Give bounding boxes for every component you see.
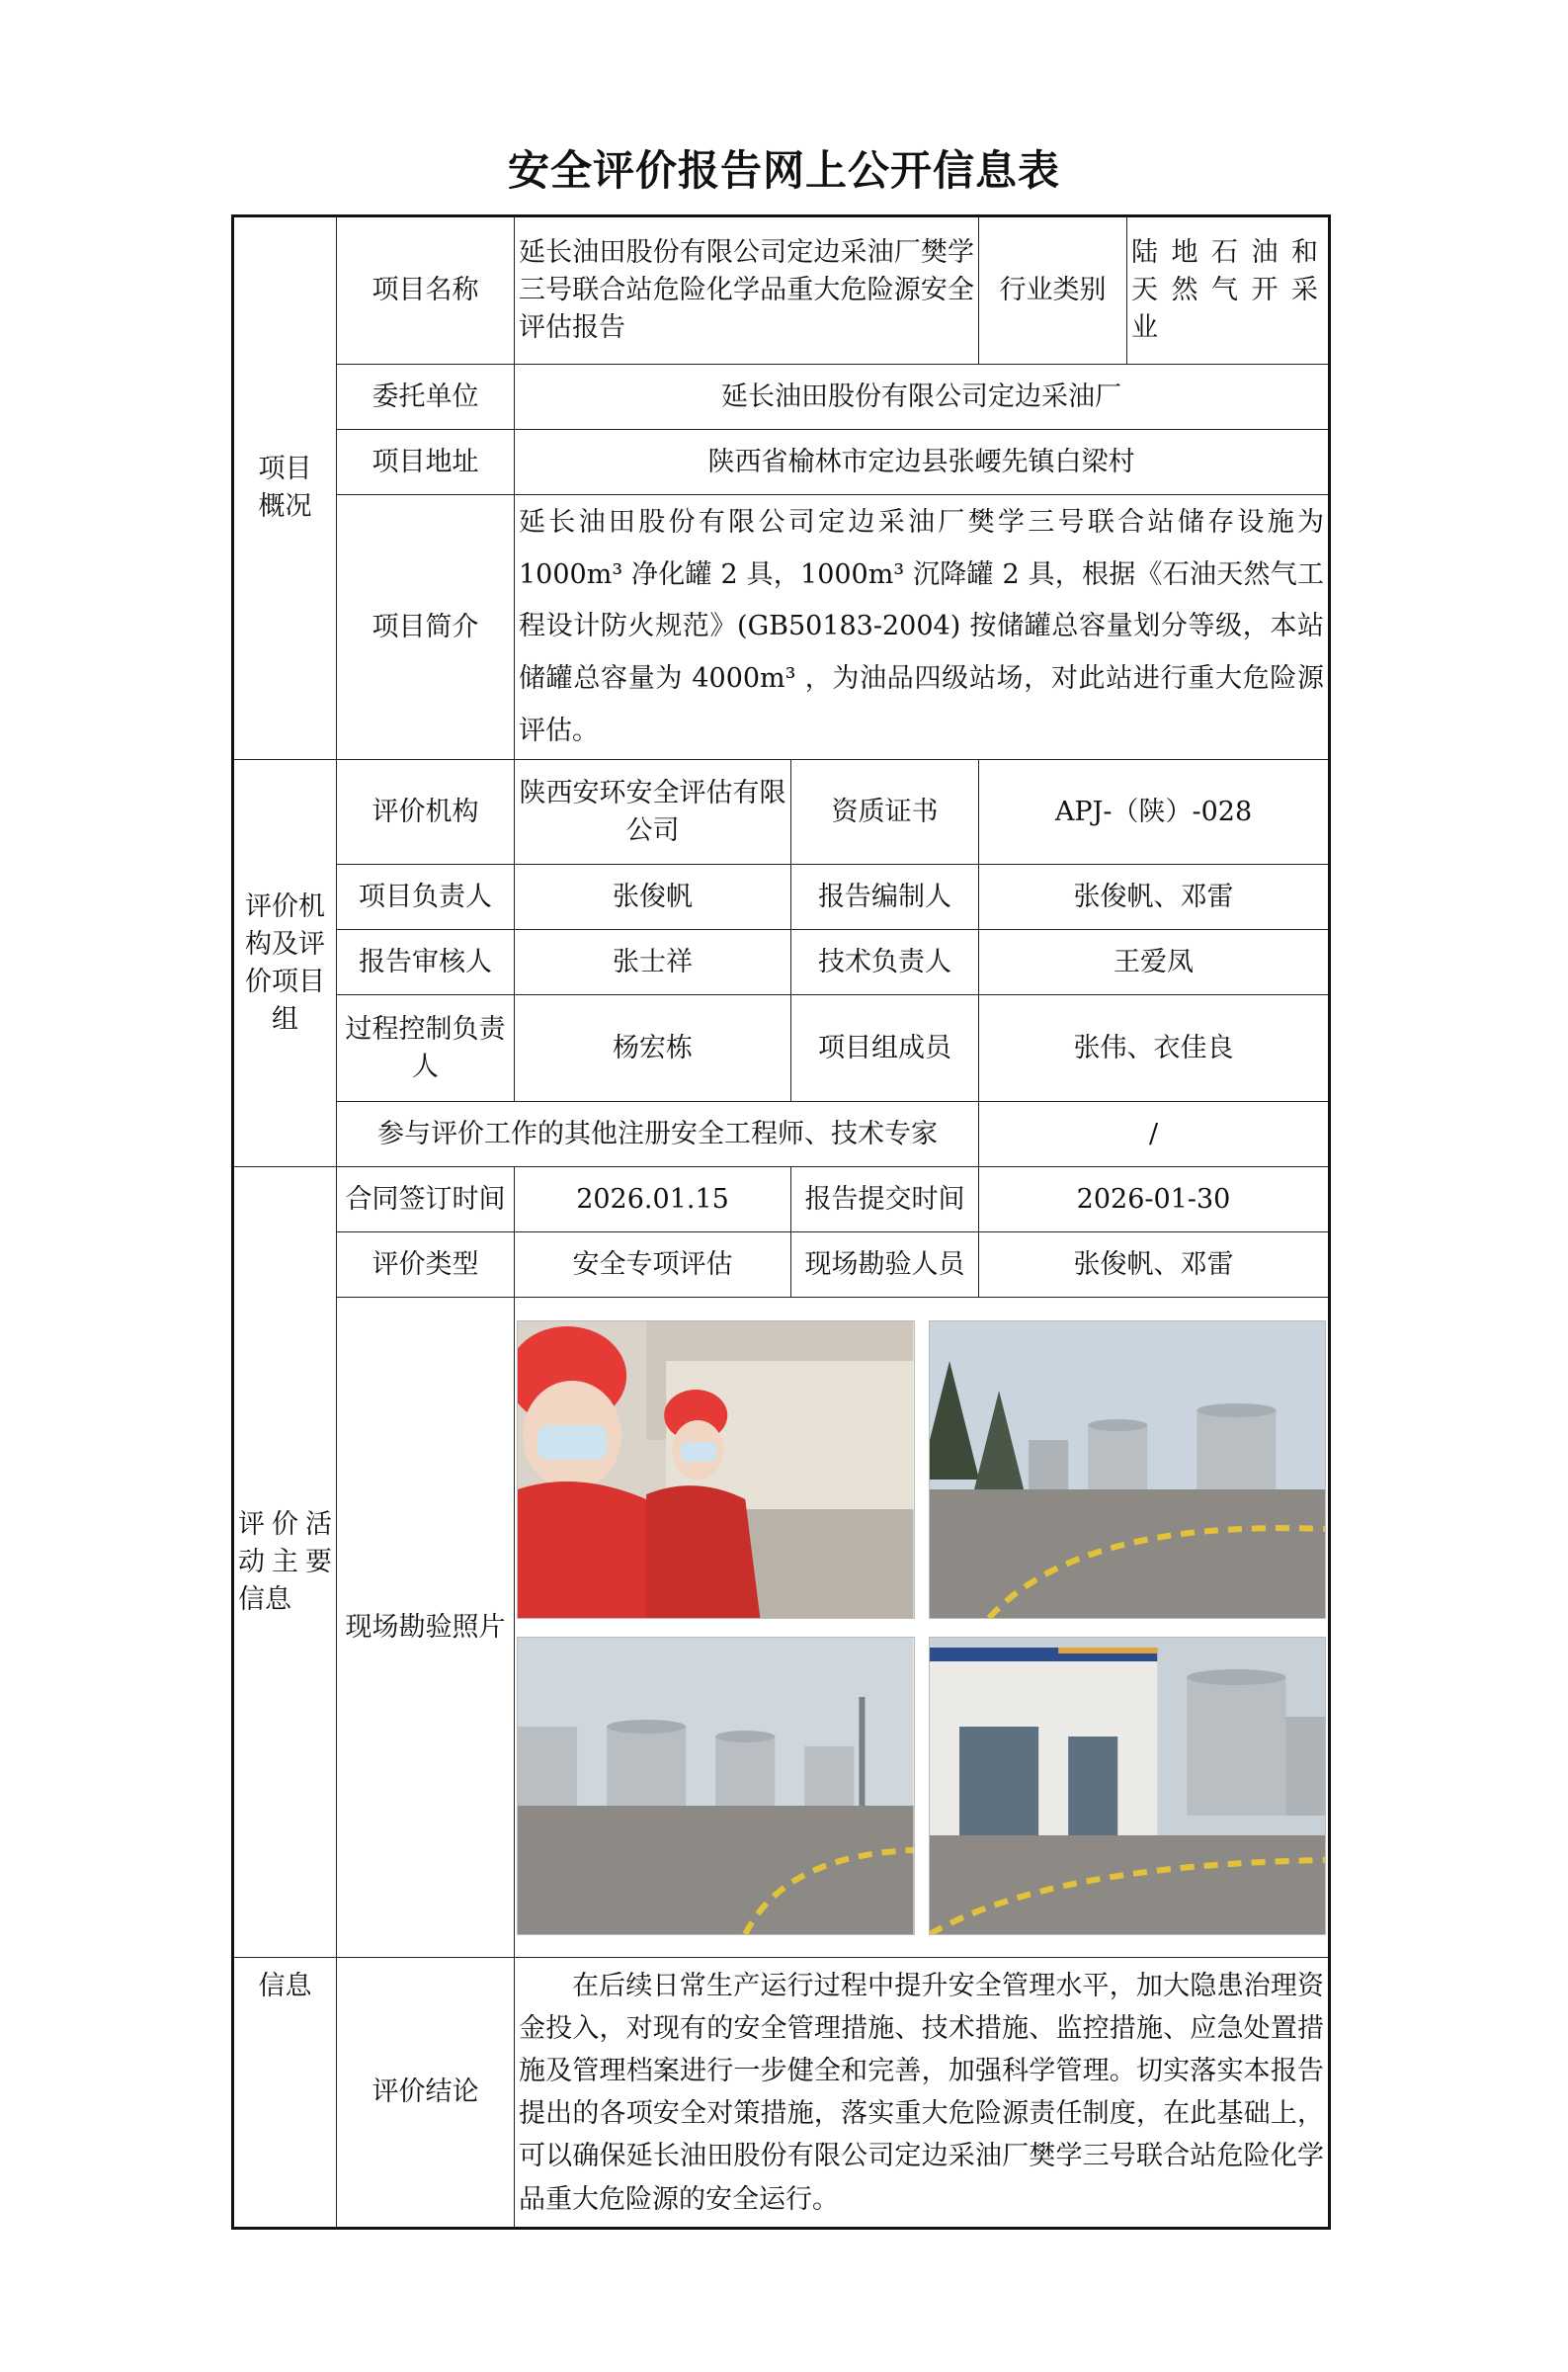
surveyors-value: 张俊帆、邓雷 [979, 1232, 1330, 1298]
section-label: 项目 概况 [258, 454, 312, 523]
type-value: 安全专项评估 [515, 1232, 791, 1298]
section-eval-activity [233, 1167, 337, 1958]
project-name-label: 项目名称 [337, 216, 515, 365]
client-label: 委托单位 [337, 365, 515, 430]
address-label: 项目地址 [337, 430, 515, 495]
contract-label: 合同签订时间 [337, 1167, 515, 1232]
site-photo-building [929, 1637, 1327, 1935]
client-value: 延长油田股份有限公司定边采油厂 [515, 365, 1330, 430]
others-value: / [979, 1102, 1330, 1167]
process-label: 过程控制负责人 [337, 995, 515, 1102]
writer-value: 张俊帆、邓雷 [979, 865, 1330, 930]
reviewer-value: 张士祥 [515, 930, 791, 995]
others-label: 参与评价工作的其他注册安全工程师、技术专家 [337, 1102, 979, 1167]
photos-label: 现场勘验照片 [337, 1298, 515, 1958]
conclusion-value: 在后续日常生产运行过程中提升安全管理水平，加大隐患治理资金投入，对现有的安全管理措施、技术措施、监控措施、应急处置措施及管理档案进行一步健全和完善，加强科学管理。切实落实本报告提出的各项安全对策措施，落实重大危险源责任制度，在此基础上，可以确保延长油田股份有限公司定边采油厂樊学三号联合站危险化学品重大危险源的安全运行。 [515, 1958, 1330, 2229]
contract-value: 2026.01.15 [515, 1167, 791, 1232]
tech-label: 技术负责人 [791, 930, 979, 995]
conclusion-label: 评价结论 [337, 1958, 515, 2229]
intro-value: 延长油田股份有限公司定边采油厂樊学三号联合站储存设施为1000m³ 净化罐 2 具，1000m³ 沉降罐 2 具，根据《石油天然气工程设计防火规范》(GB50183-2004) 按储罐总容量划分等级，本站储罐总容量为 4000m³ ，为油品四级站场，对此站进行重大危险源评估。 [515, 495, 1330, 760]
industry-value: 陆地石油和天然气开采业 [1127, 216, 1330, 365]
section-label: 信息 [258, 1971, 312, 2002]
leader-label: 项目负责人 [337, 865, 515, 930]
section-label: 评价活动主要信息 [238, 1509, 332, 1615]
reviewer-label: 报告审核人 [337, 930, 515, 995]
site-photo-selfie [517, 1320, 915, 1619]
section-info [233, 1958, 337, 2229]
submit-label: 报告提交时间 [791, 1167, 979, 1232]
photos-cell [515, 1298, 1330, 1958]
org-value: 陕西安环安全评估有限公司 [515, 760, 791, 865]
members-label: 项目组成员 [791, 995, 979, 1102]
submit-value: 2026-01-30 [979, 1167, 1330, 1232]
surveyors-label: 现场勘验人员 [791, 1232, 979, 1298]
process-value: 杨宏栋 [515, 995, 791, 1102]
tech-value: 王爱凤 [979, 930, 1330, 995]
project-name-value: 延长油田股份有限公司定边采油厂樊学三号联合站危险化学品重大危险源安全评估报告 [515, 216, 979, 365]
info-table [231, 214, 1331, 2230]
site-photo-tanks-2 [517, 1637, 915, 1935]
intro-label: 项目简介 [337, 495, 515, 760]
members-value: 张伟、衣佳良 [979, 995, 1330, 1102]
section-eval-org [233, 760, 337, 1167]
org-label: 评价机构 [337, 760, 515, 865]
site-photo-tanks-1 [929, 1320, 1327, 1619]
section-label: 评价机构及评价项目组 [245, 891, 325, 1035]
industry-label: 行业类别 [979, 216, 1127, 365]
cert-label: 资质证书 [791, 760, 979, 865]
writer-label: 报告编制人 [791, 865, 979, 930]
document-title: 安全评价报告网上公开信息表 [507, 146, 1060, 195]
section-project-overview [233, 216, 337, 760]
leader-value: 张俊帆 [515, 865, 791, 930]
address-value: 陕西省榆林市定边县张崾先镇白梁村 [515, 430, 1330, 495]
type-label: 评价类型 [337, 1232, 515, 1298]
cert-value: APJ-（陕）-028 [979, 760, 1330, 865]
